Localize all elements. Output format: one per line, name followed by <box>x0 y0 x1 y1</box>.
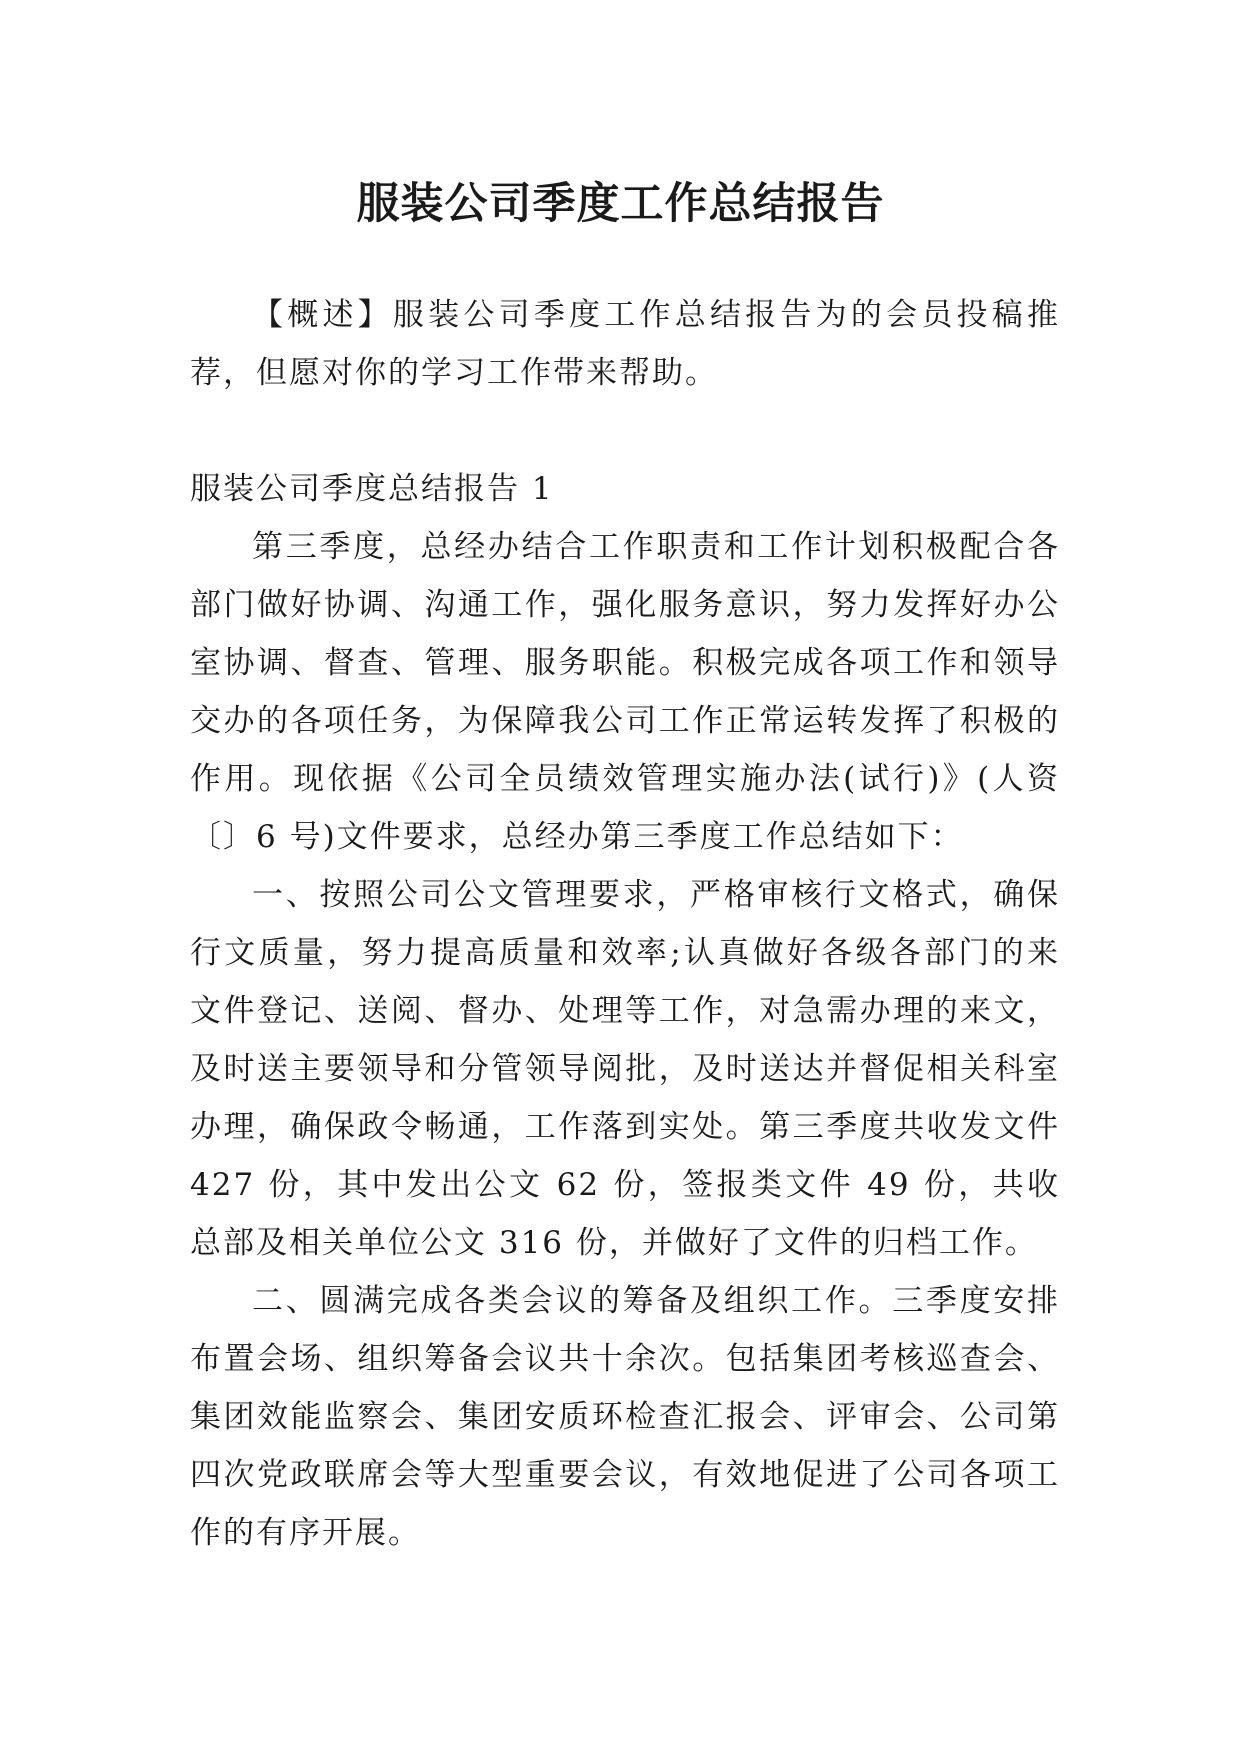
summary-paragraph: 【概述】服装公司季度工作总结报告为的会员投稿推荐，但愿对你的学习工作带来帮助。 <box>190 297 1060 391</box>
section-heading: 服装公司季度总结报告 1 <box>190 471 554 507</box>
page-title: 服装公司季度工作总结报告 <box>356 178 885 229</box>
body-paragraph-3: 二、圆满完成各类会议的筹备及组织工作。三季度安排布置会场、组织筹备会议共十余次。包括集团考核巡查会、集团效能监察会、集团安质环检查汇报会、评审会、公司第四次党政联席会等大型重要会议，有效地促进了公司各项工作的有序开展。 <box>190 1283 1060 1551</box>
body-paragraph-2: 一、按照公司公文管理要求，严格审核行文格式，确保行文质量，努力提高质量和效率;认真做好各级各部门的来文件登记、送阅、督办、处理等工作，对急需办理的来文，及时送主要领导和分管领导阅批，及时送达并督促相关科室办理，确保政令畅通，工作落到实处。第三季度共收发文件 427 份，其中发出公文 62 份，签报类文件 49 份，共收总部及相关单位公文 316 份，并做好了文件的归档工作。 <box>190 877 1060 1261</box>
body-paragraph-1: 第三季度，总经办结合工作职责和工作计划积极配合各部门做好协调、沟通工作，强化服务意识，努力发挥好办公室协调、督查、管理、服务职能。积极完成各项工作和领导交办的各项任务，为保障我公司工作正常运转发挥了积极的作用。现依据《公司全员绩效管理实施办法(试行)》(人资〔〕6 号)文件要求，总经办第三季度工作总结如下： <box>190 529 1060 855</box>
